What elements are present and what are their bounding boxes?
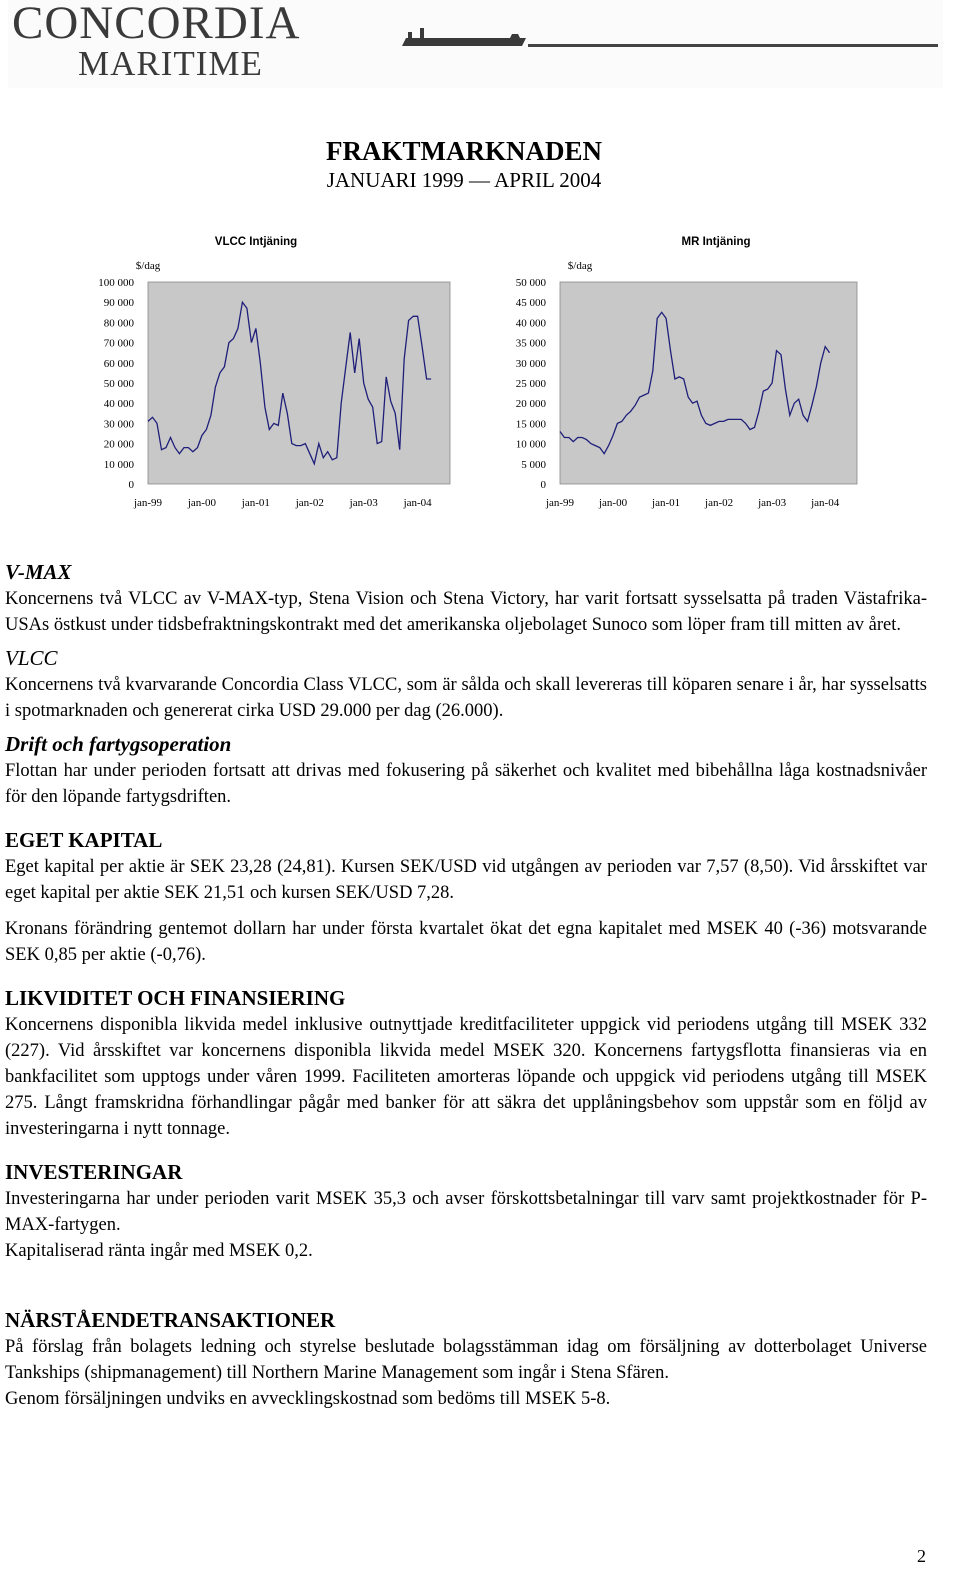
section-paragraph: Flottan har under perioden fortsatt att drivas med fokusering på säkerhet och kvalitet med bibehållna låga kostnadsnivåer för den löpande fartygsdriften. bbox=[5, 761, 927, 807]
vlcc-earnings-chart bbox=[60, 226, 460, 521]
y-tick-label: 20 000 bbox=[103, 438, 134, 451]
y-tick-label: 20 000 bbox=[515, 398, 546, 411]
section-investeringar bbox=[5, 1158, 927, 1264]
section-paragraph: På förslag från bolagets ledning och styrelse beslutade bolagsstämman idag om försäljning av dotterbolaget Universe Tankships (shipmanagement) till Northern Marine Management som ingår i Stena Sfären. bbox=[5, 1337, 927, 1383]
x-tick-label: jan-00 bbox=[598, 497, 628, 509]
mr-chart-svg bbox=[500, 226, 900, 516]
y-tick-label: 50 000 bbox=[515, 277, 546, 289]
mr-earnings-chart bbox=[500, 226, 900, 521]
body-text bbox=[5, 558, 927, 1412]
section-vmax bbox=[5, 558, 927, 638]
x-tick-label: jan-01 bbox=[652, 497, 681, 509]
y-tick-label: 100 000 bbox=[98, 277, 134, 289]
section-title: NÄRSTÅENDETRANSAKTIONER bbox=[5, 1308, 336, 1332]
x-tick-label: jan-00 bbox=[187, 497, 216, 509]
section-paragraph: Kronans förändring gentemot dollarn har under första kvartalet ökat det egna kapitalet med MSEK 40 (-36) motsvarande SEK 0,85 per aktie (-0,76). bbox=[5, 919, 927, 965]
section-paragraph: Genom försäljningen undviks en avvecklingskostnad som bedöms till MSEK 5-8. bbox=[5, 1389, 611, 1409]
y-tick-label: 30 000 bbox=[103, 418, 134, 431]
y-tick-label: 0 bbox=[128, 479, 134, 491]
company-logo bbox=[8, 0, 943, 88]
logo-rule bbox=[528, 44, 938, 47]
y-tick-label: 40 000 bbox=[515, 317, 546, 330]
y-tick-label: 30 000 bbox=[515, 357, 546, 370]
logo-subline: MARITIME bbox=[78, 44, 263, 83]
page-subtitle: JANUARI 1999 — APRIL 2004 bbox=[326, 168, 602, 192]
y-tick-label: 40 000 bbox=[103, 398, 134, 411]
x-tick-label: jan-03 bbox=[758, 497, 787, 509]
page-number: 2 bbox=[917, 1546, 926, 1566]
y-tick-label: 35 000 bbox=[515, 337, 546, 350]
y-tick-label: 0 bbox=[540, 479, 546, 491]
section-eget-kapital bbox=[5, 826, 927, 968]
section-likviditet bbox=[5, 984, 927, 1142]
chart-title: MR Intjäning bbox=[681, 236, 751, 248]
x-tick-label: jan-03 bbox=[349, 497, 378, 509]
y-tick-label: 60 000 bbox=[103, 357, 134, 370]
x-tick-label: jan-01 bbox=[241, 497, 270, 509]
logo-wordmark: CONCORDIA bbox=[12, 0, 301, 49]
x-tick-label: jan-04 bbox=[403, 497, 432, 509]
section-title: VLCC bbox=[5, 646, 58, 670]
section-vlcc bbox=[5, 644, 927, 724]
section-title: INVESTERINGAR bbox=[5, 1160, 183, 1184]
y-tick-label: 50 000 bbox=[103, 378, 134, 390]
unit-label: $/dag bbox=[135, 260, 161, 272]
section-paragraph: Koncernens två VLCC av V-MAX-typ, Stena Vision och Stena Victory, har varit fortsatt sysselsatta på traden Västafrika-USAs östkust under tidsbefraktningskontrakt med det amerikanska oljebolaget Sunoco som löper fram till mitten av året. bbox=[5, 589, 927, 635]
page-title: FRAKTMARKNADEN bbox=[326, 136, 602, 166]
section-paragraph: Investeringarna har under perioden varit MSEK 35,3 och avser förskottsbetalningar till varv samt projektkostnader för P-MAX-fartygen. bbox=[5, 1189, 927, 1235]
section-paragraph: Eget kapital per aktie är SEK 23,28 (24,81). Kursen SEK/USD vid utgången av perioden var 7,57 (8,50). Vid årsskiftet var eget kapital per aktie SEK 21,51 och kursen SEK/USD 7,28. bbox=[5, 857, 927, 903]
section-title: EGET KAPITAL bbox=[5, 828, 163, 852]
y-tick-label: 90 000 bbox=[103, 297, 134, 310]
section-title: Drift och fartygsoperation bbox=[5, 732, 232, 756]
y-tick-label: 10 000 bbox=[103, 458, 134, 471]
y-tick-label: 15 000 bbox=[515, 418, 546, 431]
y-tick-label: 25 000 bbox=[515, 378, 546, 390]
chart-title: VLCC Intjäning bbox=[214, 236, 298, 248]
y-tick-label: 10 000 bbox=[515, 438, 546, 451]
vlcc-chart-svg bbox=[60, 226, 460, 516]
unit-label: $/dag bbox=[567, 260, 593, 272]
x-tick-label: jan-99 bbox=[545, 497, 575, 509]
y-tick-label: 45 000 bbox=[515, 297, 546, 310]
section-title: LIKVIDITET OCH FINANSIERING bbox=[5, 986, 346, 1010]
x-tick-label: jan-04 bbox=[811, 497, 840, 509]
x-tick-label: jan-02 bbox=[295, 497, 324, 509]
plot-area bbox=[148, 282, 450, 484]
y-tick-label: 5 000 bbox=[521, 458, 546, 471]
section-paragraph: Koncernens disponibla likvida medel inklusive outnyttjade kreditfaciliteter uppgick vid periodens utgång till MSEK 332 (227). Vid årsskiftet var koncernens disponibla likvida medel MSEK 320. Koncernens fartygsflotta finansieras via en bankfacilitet som upptogs under våren 1999. Faciliteten amorteras löpande och uppgick vid periodens utgång till MSEK 275. Långt framskridna förhandlingar pågår med banker för att säkra det upplåningsbehov som uppstår som en följd av investeringarna i nytt tonnage. bbox=[5, 1015, 927, 1139]
section-paragraph: Koncernens två kvarvarande Concordia Class VLCC, som är sålda och skall levereras till köparen senare i år, har sysselsatts i spotmarknaden och genererat cirka USD 29.000 per dag (26.000). bbox=[5, 675, 927, 721]
section-paragraph: Kapitaliserad ränta ingår med MSEK 0,2. bbox=[5, 1241, 313, 1261]
x-tick-label: jan-99 bbox=[133, 497, 163, 509]
ship-icon bbox=[400, 22, 530, 48]
y-tick-label: 70 000 bbox=[103, 337, 134, 350]
section-title: V-MAX bbox=[5, 560, 72, 584]
x-tick-label: jan-02 bbox=[705, 497, 734, 509]
y-tick-label: 80 000 bbox=[103, 317, 134, 330]
section-drift bbox=[5, 730, 927, 810]
section-narstaende bbox=[5, 1306, 927, 1412]
